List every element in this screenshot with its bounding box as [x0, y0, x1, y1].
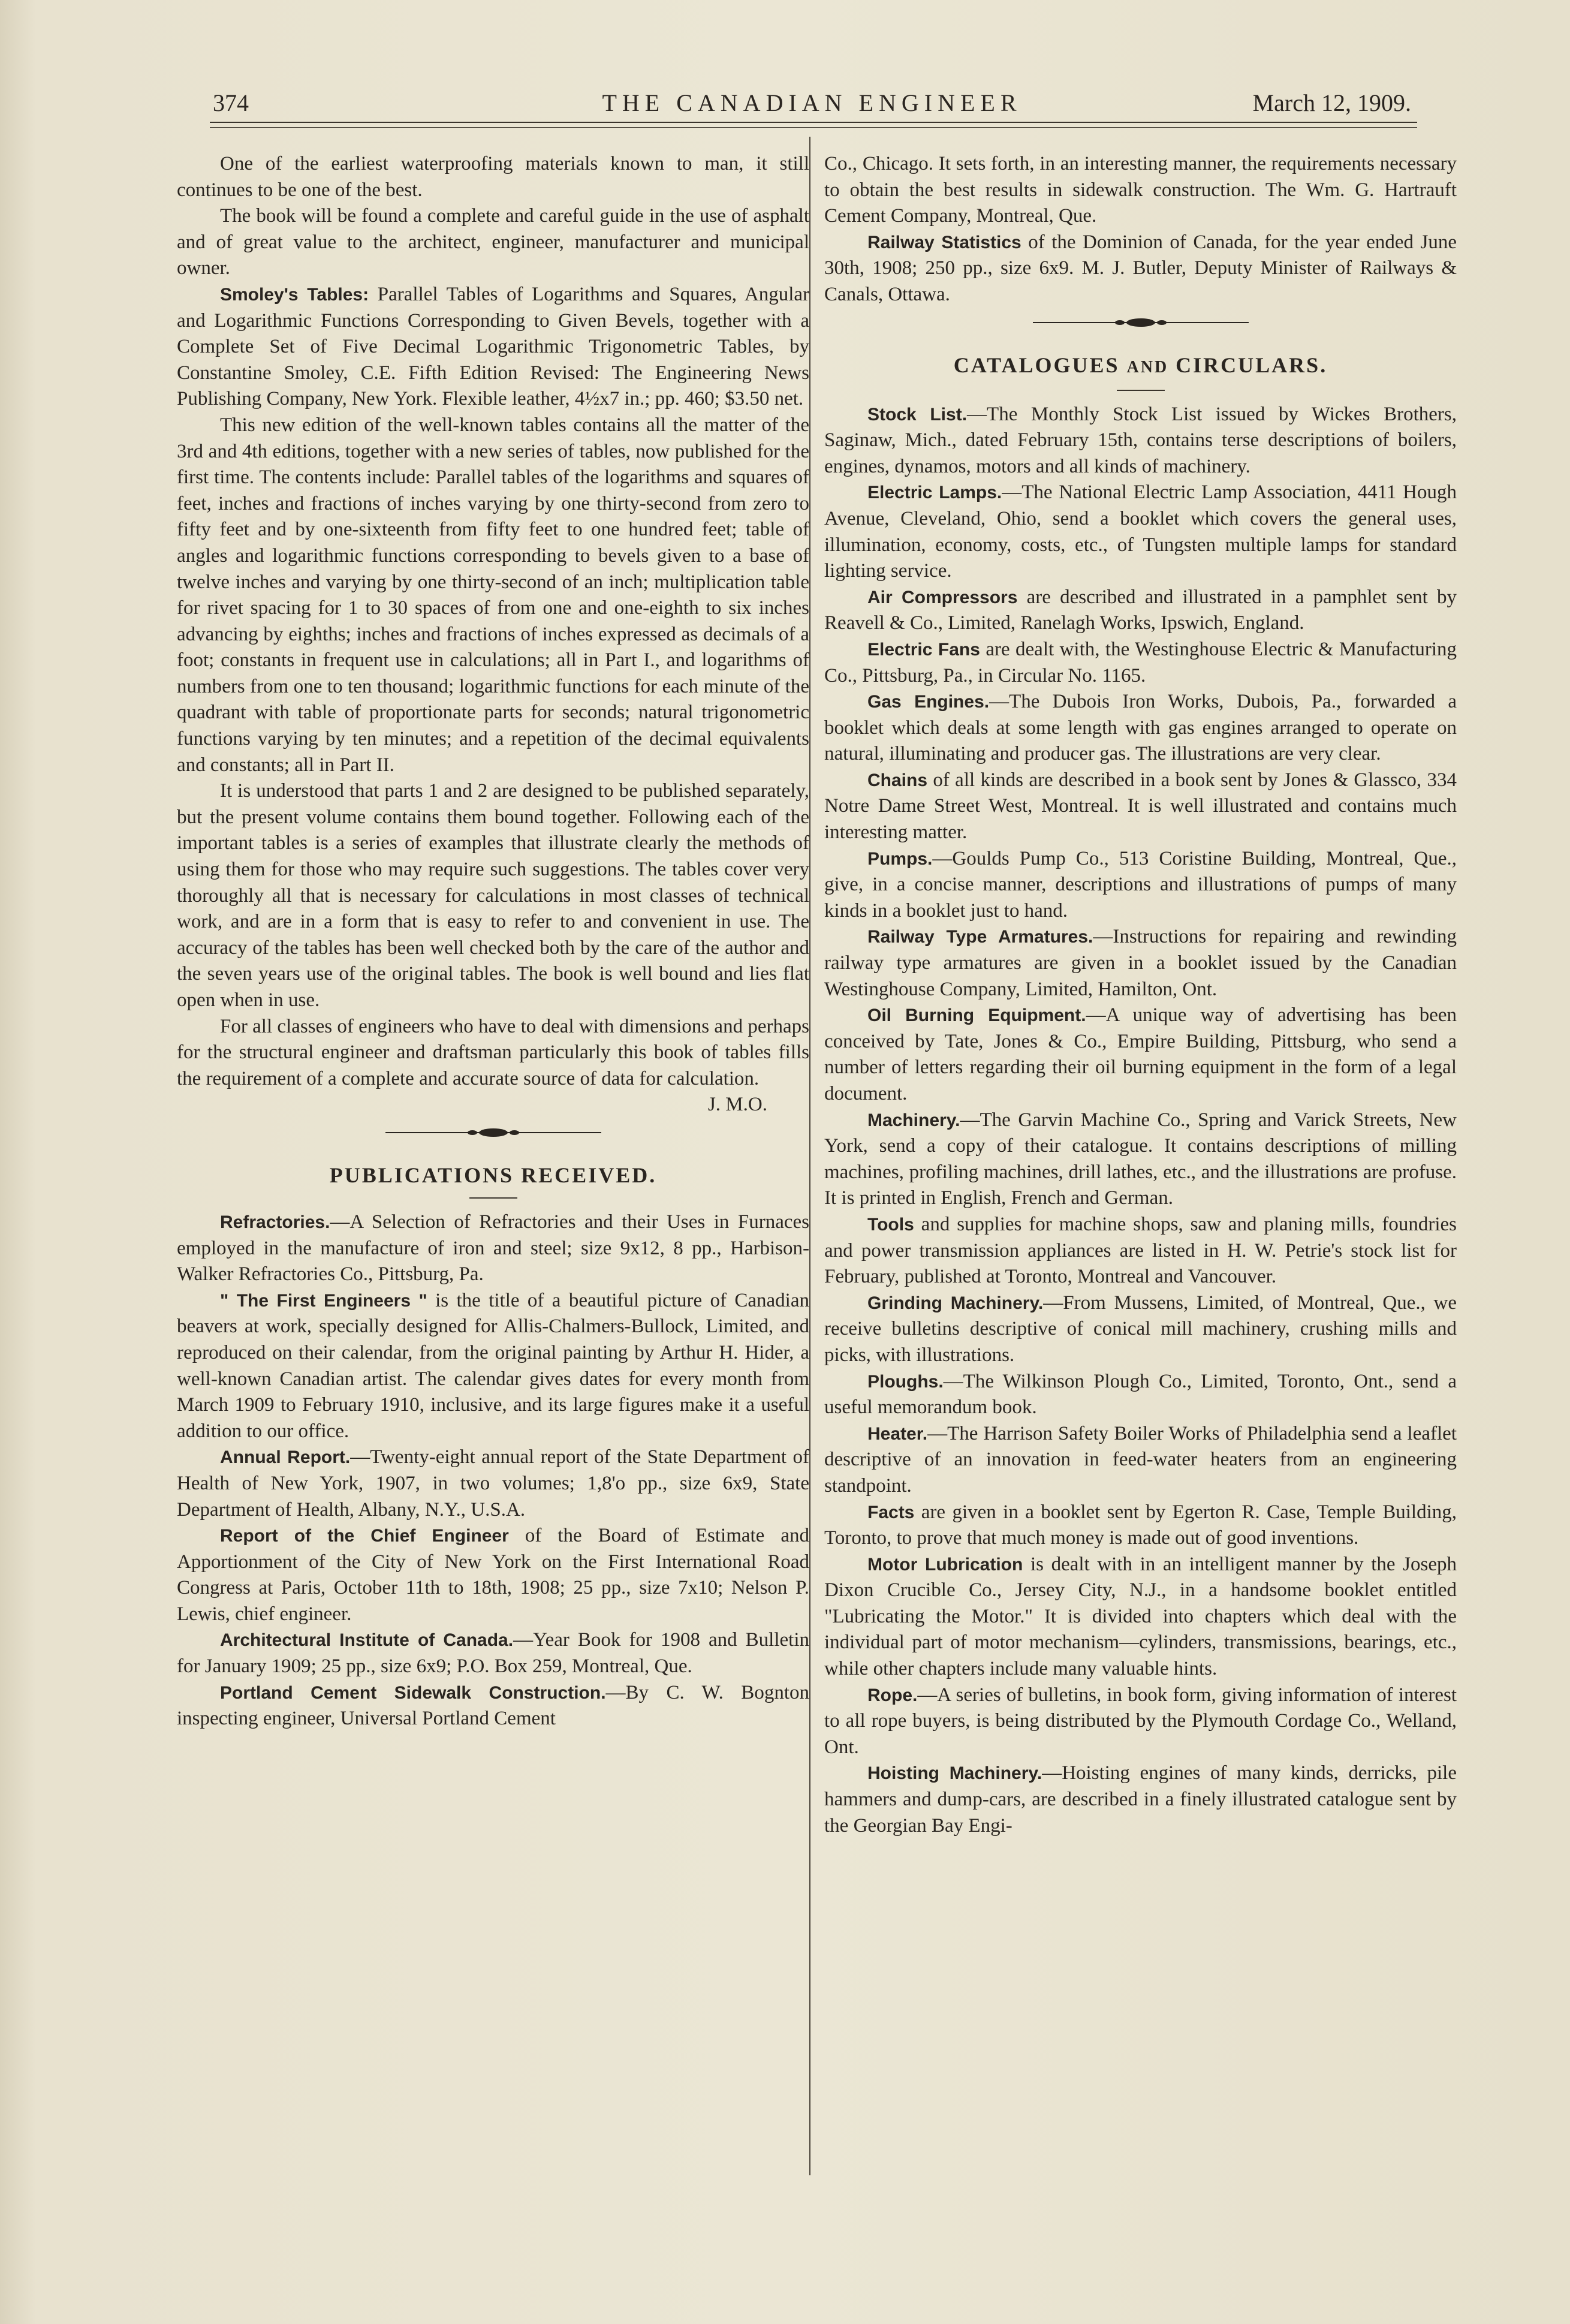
entry-lead: Motor Lubrication: [867, 1554, 1023, 1575]
publication-entry: [177, 1288, 809, 1445]
entry-lead: Machinery.: [867, 1110, 960, 1130]
catalogue-entry: [824, 1369, 1457, 1421]
entry-lead: Tools: [867, 1214, 914, 1235]
entry-text: is the title of a beautiful picture of Canadian beavers at work, specially designed for Allis-Chalmers-Bullock, Limited, and reproduced on their calendar, from the original painting by Arthur H. Hider, a well-known Canadian artist. The calendar gives dates for every month from March 1909 to February 1910, inclusive, and its large figures make it a useful addition to our office.: [177, 1289, 809, 1442]
entry-text: —The Dubois Iron Works, Dubois, Pa., forwarded a booklet which deals at some length with gas engines arranged to operate on natural, illuminating and producer gas. The illustrations are very clear.: [824, 691, 1457, 765]
catalogue-entry: [824, 846, 1457, 925]
ornament-divider: [824, 308, 1457, 345]
entry-lead: Gas Engines.: [867, 692, 990, 712]
catalogue-entry: [824, 637, 1457, 689]
entry-text: —Year Book for 1908 and Bulletin for January 1909; 25 pp., size 6x9; P.O. Box 259, Montreal, Que.: [177, 1629, 809, 1678]
entry-lead: Facts: [867, 1502, 915, 1522]
paragraph: This new edition of the well-known tables contains all the matter of the 3rd and 4th editions, together with a new series of tables, now published for the first time. The contents include: Parallel tables of the logarithms and squares of feet, inches and fractions of inches varying by one thirty-second from zero to fifty feet and by one-sixteenth from fifty feet to one hundred feet; table of angles and logarithmic functions corresponding to bevels given to a base of twelve inches and varying by one thirty-second of an inch; multiplication table for rivet spacing for 1 to 30 spaces of from one and one-eighth to six inches advancing by eighths; inches and fractions of inches expressed as decimals of a foot; constants in frequent use in calculations; all in Part I., and logarithms of numbers from one to ten thousand; logarithmic functions for each minute of the quadrant with table of proportionate parts for seconds; natural trigonometric functions varying by ten minutes; and a repetition of the decimal equivalents and constants; all in Part II.: [177, 414, 809, 776]
publication-entry: [177, 1209, 809, 1288]
entry-lead: Annual Report.: [220, 1447, 351, 1468]
signature: J. M.O.: [707, 1094, 767, 1116]
catalogue-entry: [824, 1500, 1457, 1552]
entry-lead: Pumps.: [867, 848, 933, 869]
entry-text: —Hoisting engines of many kinds, derricks, pile hammers and dump-cars, are described in a finely illustrated catalogue sent by the Georgian Bay Engi-: [824, 1762, 1457, 1837]
column-divider: [809, 137, 810, 2175]
paragraph: For all classes of engineers who have to deal with dimensions and perhaps for the structural engineer and draftsman particularly this book of tables fills the requirement of a complete and accurate source of data for calculation.: [177, 1015, 809, 1089]
journal-title: THE CANADIAN ENGINEER: [602, 89, 1022, 116]
entry-lead: Electric Lamps.: [867, 483, 1002, 503]
smoley-entry: [177, 282, 809, 413]
entry-text: —Goulds Pump Co., 513 Coristine Building, Montreal, Que., give, in a concise manner, descriptions and illustrations of pumps of many kinds in a booklet just to hand.: [824, 847, 1457, 922]
entry-lead: Architectural Institute of Canada.: [220, 1630, 514, 1651]
catalogues-heading: [824, 350, 1457, 383]
issue-date: March 12, 1909.: [1252, 89, 1411, 116]
header-rule: [210, 122, 1417, 123]
entry-text: —By C. W. Bognton inspecting engineer, Universal Portland Cement: [177, 1681, 809, 1730]
entry-lead: Oil Burning Equipment.: [867, 1006, 1086, 1026]
catalogue-entry: [824, 585, 1457, 637]
entry-text: are given in a booklet sent by Egerton R. Case, Temple Building, Toronto, to prove that much money is made out of good inventions.: [824, 1501, 1457, 1549]
ornament-divider: [177, 1118, 809, 1155]
catalogue-entry: [824, 767, 1457, 846]
heading-part: CATALOGUES: [953, 353, 1127, 377]
catalogue-entry: [824, 1107, 1457, 1212]
catalogue-entry: [824, 1760, 1457, 1839]
entry-text: are described and illustrated in a pamphlet sent by Reavell & Co., Limited, Ranelagh Works, Ipswich, England.: [824, 586, 1457, 634]
entry-text: —The Harrison Safety Boiler Works of Philadelphia send a leaflet descriptive of an innovation in feed-water heaters from an engineering standpoint.: [824, 1422, 1457, 1497]
entry-lead: " The First Engineers ": [220, 1290, 427, 1311]
right-column: [824, 151, 1457, 1839]
paragraph: The book will be found a complete and careful guide in the use of asphalt and of great value to the architect, engineer, manufacturer and municipal owner.: [177, 205, 809, 279]
entry-text: —The National Electric Lamp Association, 4411 Hough Avenue, Cleveland, Ohio, send a booklet which covers the general uses, illumination, economy, costs, etc., of Tungsten multiple lamps for standard lighting service.: [824, 481, 1457, 582]
entry-lead: Rope.: [867, 1685, 918, 1705]
publication-entry: [177, 1680, 809, 1732]
entry-text: —The Wilkinson Plough Co., Limited, Toronto, Ont., send a useful memorandum book.: [824, 1370, 1457, 1419]
catalogue-entry: [824, 689, 1457, 767]
publications-heading: PUBLICATIONS RECEIVED.: [329, 1163, 657, 1187]
entry-lead: Railway Type Armatures.: [867, 927, 1093, 947]
paragraph: One of the earliest waterproofing materials known to man, it still continues to be one of the best.: [177, 153, 809, 201]
entry-text: of the Dominion of Canada, for the year ended June 30th, 1908; 250 pp., size 6x9. M. J. Butler, Deputy Minister of Railways & Canals, Ottawa.: [824, 231, 1457, 305]
heading-rule: [1117, 390, 1165, 391]
entry-text: of all kinds are described in a book sent by Jones & Glassco, 334 Notre Dame Street West, Montreal. It is well illustrated and contains much interesting matter.: [824, 769, 1457, 844]
catalogue-entry: [824, 1290, 1457, 1369]
entry-lead: Refractories.: [220, 1212, 330, 1232]
publication-entry: [177, 1444, 809, 1523]
entry-text: are dealt with, the Westinghouse Electric & Manufacturing Co., Pittsburg, Pa., in Circular No. 1165.: [824, 638, 1457, 687]
paragraph: It is understood that parts 1 and 2 are designed to be published separately, but the present volume contains them bound together. Following each of the important tables is a series of examples that illustrate clearly the methods of using them for those who may require such suggestions. The tables cover very thoroughly all that is necessary for calculations in most classes of technical work, and are in a form that is easy to refer to and convenient in use. The accuracy of the tables has been well checked both by the care of the author and the seven years use of the original tables. The book is well bound and lies flat open when in use.: [177, 780, 809, 1011]
entry-text: —From Mussens, Limited, of Montreal, Que., we receive bulletins descriptive of conical mill machinery, crushing mills and picks, with illustrations.: [824, 1292, 1457, 1366]
entry-lead: Chains: [867, 770, 928, 790]
entry-text: Parallel Tables of Logarithms and Squares, Angular and Logarithmic Functions Corresponding to Given Bevels, together with a Complete Set of Five Decimal Logarithmic Trigonometric Tables, by Constantine Smoley, C.E. Fifth Edition Revised: The Engineering News Publishing Company, New York. Flexible leather, 4½x7 in.; pp. 460; $3.50 net.: [177, 283, 809, 410]
catalogue-entry: [824, 924, 1457, 1003]
catalogue-entry: [824, 1421, 1457, 1500]
ornament-icon: [385, 1127, 601, 1139]
entry-text: —The Monthly Stock List issued by Wickes Brothers, Saginaw, Mich., dated February 15th, contains terse descriptions of boilers, engines, dynamos, motors and all kinds of machinery.: [824, 403, 1457, 477]
entry-lead: Report of the Chief Engineer: [220, 1526, 509, 1546]
header-rule-thin: [210, 127, 1417, 128]
entry-lead: Railway Statistics: [867, 232, 1021, 252]
entry-text: —The Garvin Machine Co., Spring and Varick Streets, New York, send a copy of their catalogue. It contains descriptions of milling machines, profiling machines, drill lathes, etc., and the illustrations are profuse. It is printed in English, French and German.: [824, 1109, 1457, 1209]
ornament-icon: [1033, 317, 1249, 329]
page-number: 374: [213, 89, 249, 116]
publication-entry: [177, 1523, 809, 1627]
entry-text: —Instructions for repairing and rewinding railway type armatures are given in a booklet issued by the Canadian Westinghouse Company, Limited, Hamilton, Ont.: [824, 926, 1457, 1000]
entry-lead: Air Compressors: [867, 587, 1018, 607]
entry-text: —A series of bulletins, in book form, giving information of interest to all rope buyers, is being distributed by the Plymouth Cordage Co., Welland, Ont.: [824, 1684, 1457, 1758]
catalogue-entry: [824, 1003, 1457, 1107]
entry-text: —A Selection of Refractories and their Uses in Furnaces employed in the manufacture of iron and steel; size 9x12, 8 pp., Harbison-Walker Refractories Co., Pittsburg, Pa.: [177, 1211, 809, 1286]
heading-part: CIRCULARS.: [1168, 353, 1328, 377]
catalogue-entry: [824, 480, 1457, 584]
entry-text: —A unique way of advertising has been conceived by Tate, Jones & Co., Empire Building, Pittsburg, who send a number of letters regarding their oil burning equipment in the form of a legal document.: [824, 1004, 1457, 1104]
entry-lead: Portland Cement Sidewalk Construction.: [220, 1682, 606, 1703]
catalogue-entry: [824, 1212, 1457, 1290]
entry-text: and supplies for machine shops, saw and planing mills, foundries and power transmission appliances are listed in H. W. Petrie's stock list for February, published at Toronto, Montreal and Vancouver.: [824, 1213, 1457, 1288]
entry-text: —Twenty-eight annual report of the State Department of Health of New York, 1907, in two volumes; 1,8'o pp., size 6x9, State Department of Health, Albany, N.Y., U.S.A.: [177, 1446, 809, 1521]
catalogue-entry: [824, 1552, 1457, 1682]
entry-text: of the Board of Estimate and Apportionment of the City of New York on the First International Road Congress at Paris, October 11th to 18th, 1908; 25 pp., size 7x10; Nelson P. Lewis, chief engineer.: [177, 1525, 810, 1625]
publication-entry: [824, 230, 1457, 308]
entry-lead: Smoley's Tables:: [220, 284, 369, 305]
entry-lead: Stock List.: [867, 404, 968, 425]
entry-lead: Heater.: [867, 1423, 928, 1444]
entry-text: is dealt with in an intelligent manner by the Joseph Dixon Crucible Co., Jersey City, N.J., in a handsome booklet entitled "Lubricating the Motor." It is divided into chapters which deal with the individual part of motor mechanism—cylinders, transmissions, bearings, etc., while other chapters include many valuable hints.: [824, 1553, 1457, 1680]
entry-lead: Ploughs.: [867, 1371, 944, 1392]
heading-part: AND: [1126, 357, 1169, 377]
entry-lead: Electric Fans: [867, 639, 980, 660]
publication-entry: [177, 1627, 809, 1679]
running-header: [213, 89, 1411, 122]
paragraph: Co., Chicago. It sets forth, in an interesting manner, the requirements necessary to obtain the best results in sidewalk construction. The Wm. G. Hartrauft Cement Company, Montreal, Que.: [824, 153, 1457, 227]
left-column: [177, 151, 809, 1732]
catalogue-entry: [824, 1682, 1457, 1761]
entry-lead: Hoisting Machinery.: [867, 1763, 1042, 1784]
catalogue-entry: [824, 402, 1457, 480]
heading-rule: [469, 1197, 517, 1199]
entry-lead: Grinding Machinery.: [867, 1293, 1044, 1313]
